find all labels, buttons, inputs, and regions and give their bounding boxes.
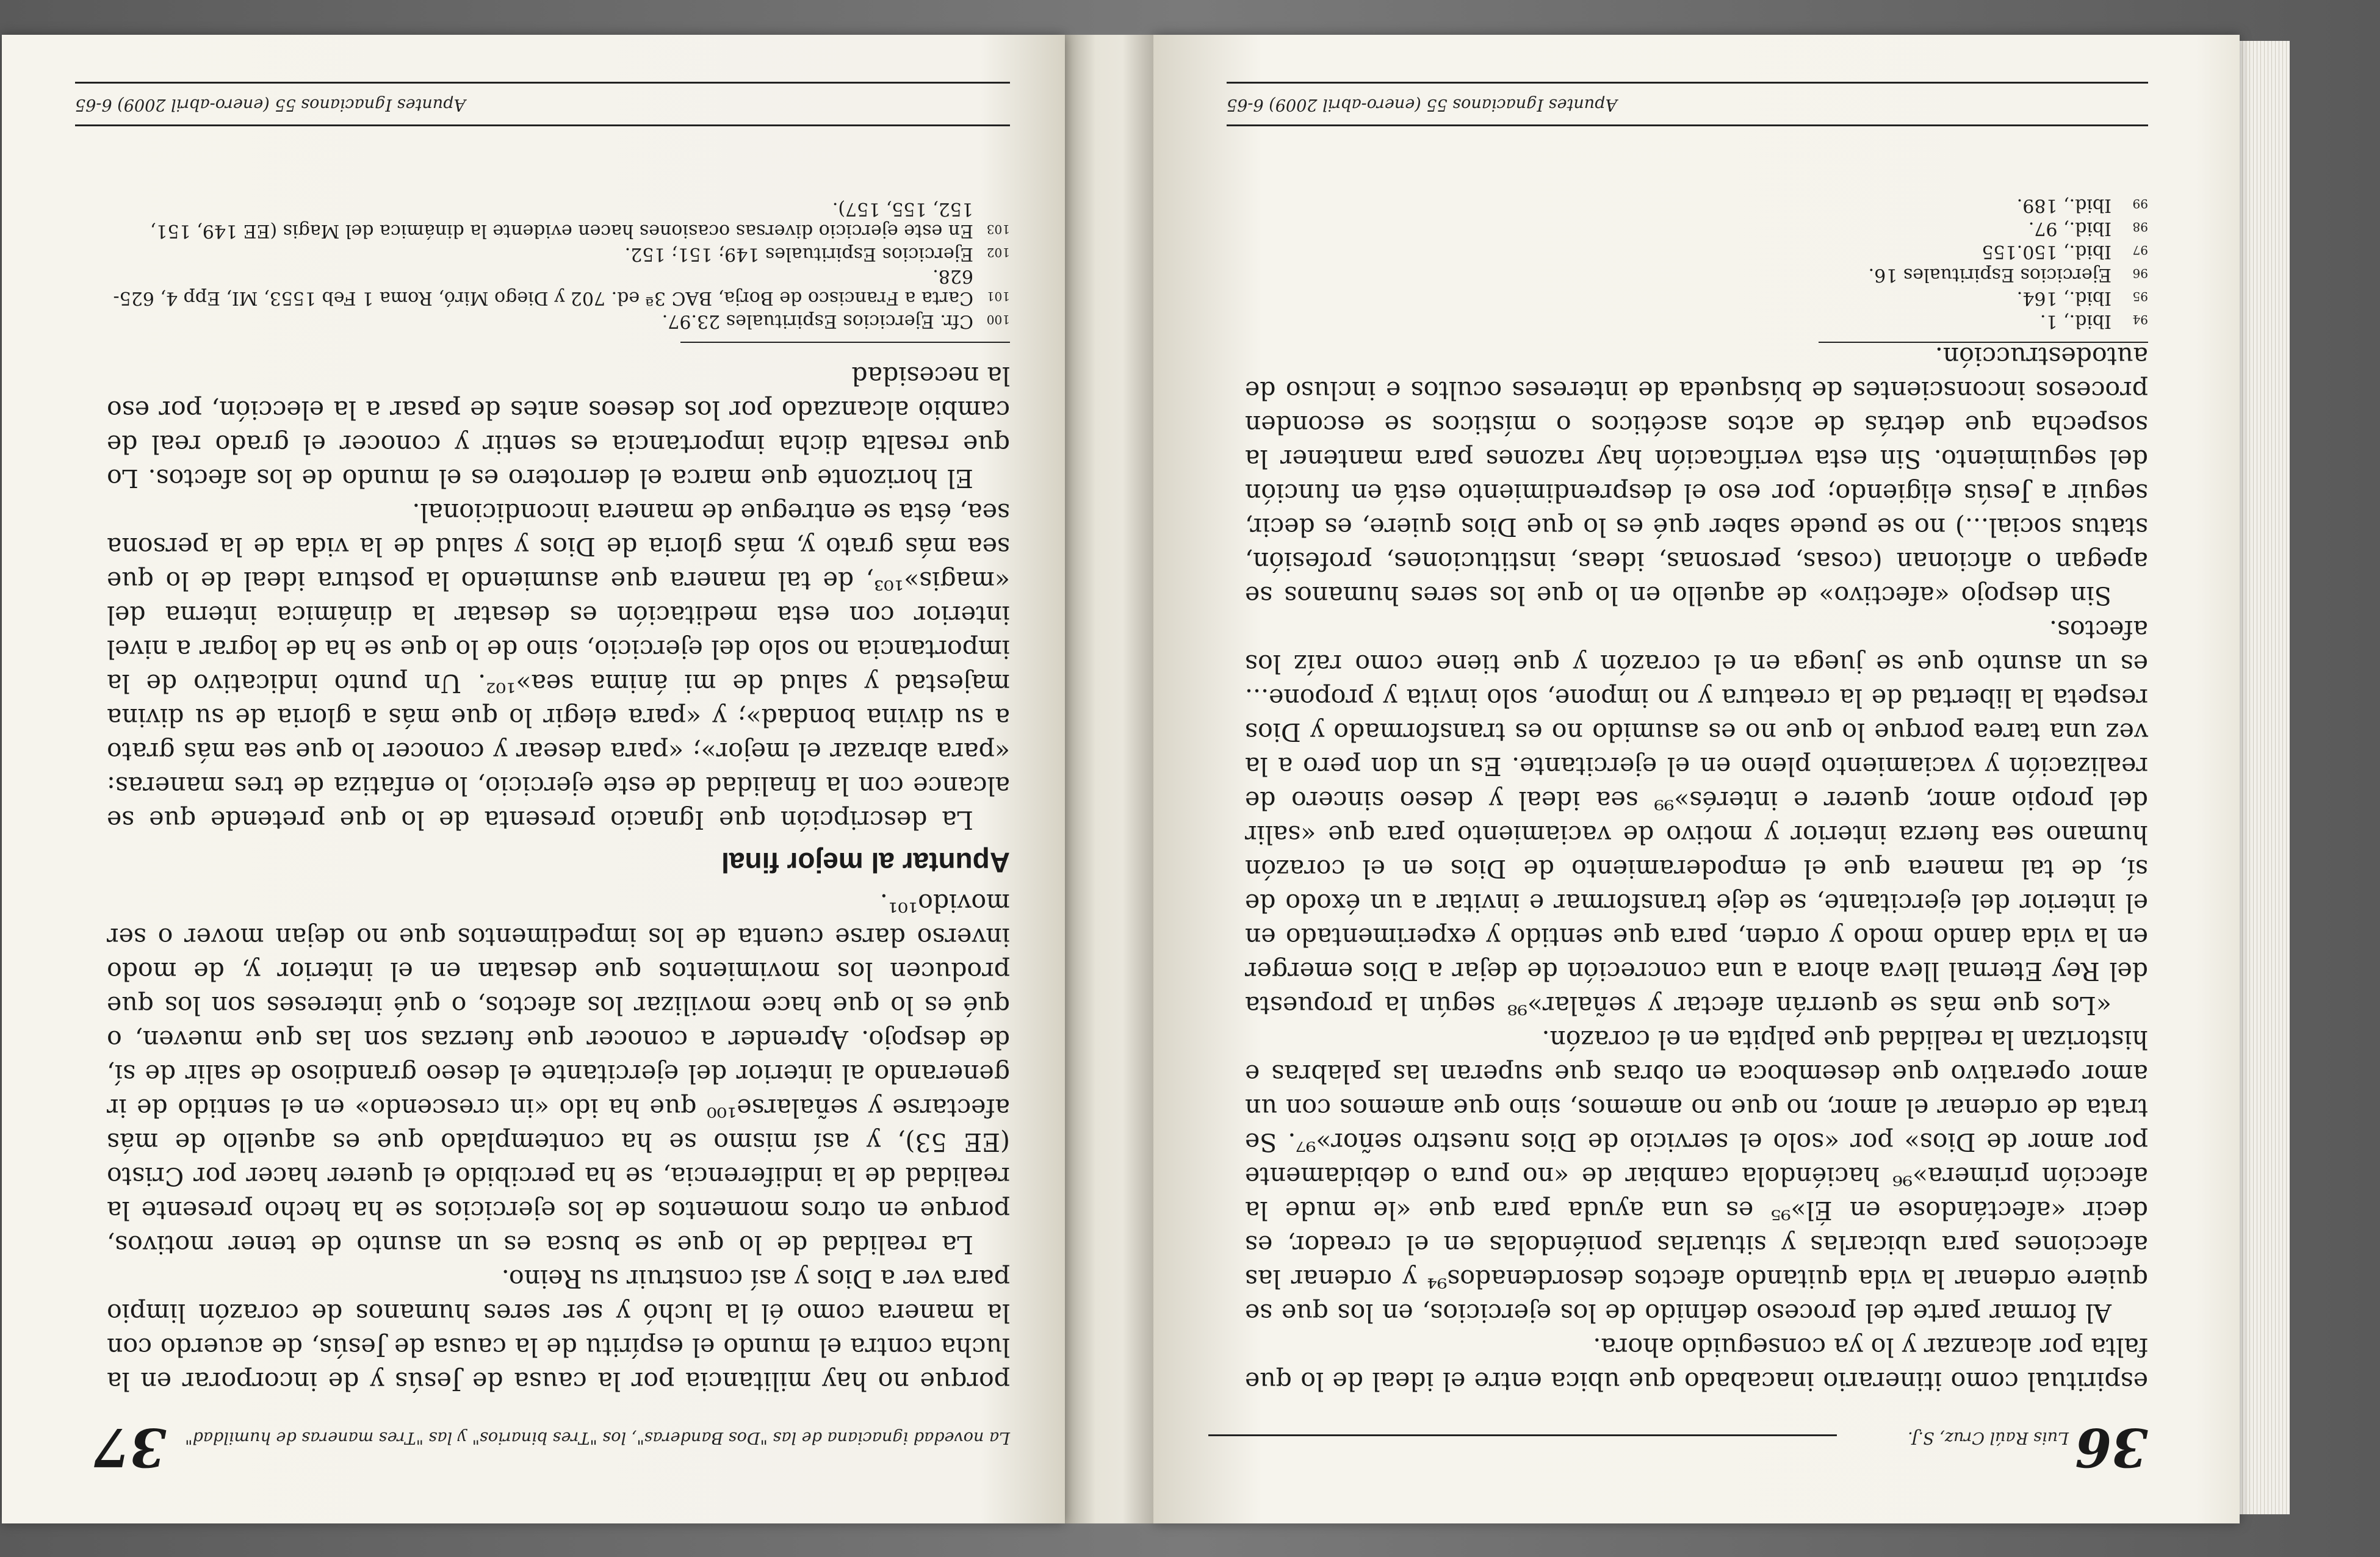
paragraph: El horizonte que marca el derrotero es el mundo de los afectos. Lo que resalta dicha importancia es sentir y conocer el grado real de cambio alcanzado por los deseos antes de pasar a la elección, por eso la necesidad (107, 361, 1010, 493)
footnote: 102 Ejercicios Espirituales 149; 151; 152. (624, 243, 1010, 265)
running-head (93, 1416, 1010, 1478)
running-head (1208, 1416, 2148, 1478)
page-36 (1153, 35, 2240, 1523)
footnote-rule (680, 342, 1010, 343)
footnote-rule (1819, 342, 2148, 343)
footnote: 100 Cfr. Ejercicios Espirituales 23.97. (662, 311, 1010, 332)
paragraph: Al formar parte del proceso definido de los ejercicios, en los que se quiere ordenar la vida quitando afectos desordenados⁹⁴ y ordenar las afecciones para ubicarlas y situarlas poniéndolas en el creador, es decir «afectándose en Él»⁹⁵ es una ayuda para que «le mude la afección primera»⁹⁶ haciéndola cambiar de «no pura o debidamente por amor de Dios» por «solo el servicio de Dios nuestro señor»⁹⁷. Se trata de ordenar el amor, no que no amemos, sino que amemos con un amor operativo que desemboca en obras que superan las palabras e historizan la realidad que palpita en el corazón. (1245, 1025, 2148, 1328)
page-number: 36 (2075, 1416, 2148, 1478)
footnote: 97 Ibid., 150.155 (1982, 241, 2148, 262)
running-head-author: Luis Raúl Cruz, S.J. (1908, 1428, 2069, 1447)
footnote: 101 Carta a Francisco de Borja, BAC 3ª ed. 702 y Diego Miró, Roma 1 Feb 1553, MI, Epp 4, 625-628. (113, 265, 1010, 309)
footer-rule-bottom (1227, 82, 2148, 84)
page-footer (1227, 84, 2148, 126)
book-gutter (1065, 35, 1153, 1523)
footer-rule-bottom (75, 82, 1010, 84)
paragraph: La descripción que Ignacio presenta de lo que pretende que se alcance con la finalidad de este ejercicio, lo enfatiza de tres maneras: «para abrazar el mejor»; «para desear y conocer lo que sea más grato a su divina bondad»; y «para elegir lo que más a gloria de su divina majestad y salud de mi ánima sea»¹⁰². Un punto indicativo de la importancia no solo del ejercicio, sino de lo que se ha de lograr a nivel interior con esta meditación es desatar la dinámica interna del «magis»¹⁰³, de tal manera que asumiendo la postura ideal de lo que sea más grato y, más gloria de Dios y salud de la vida de la persona sea, ésta se entregue de manera incondicional. (107, 498, 1010, 835)
footnote: 96 Ejercicios Espirituales 16. (1868, 264, 2148, 286)
footer-rule-top (1227, 124, 2148, 126)
paragraph: Sin despojo «afectivo» de aquello en lo que los seres humanos se apegan o aficionan (cosas, personas, ideas, instituciones, profesión, status social...) no se puede saber qué es lo que Dios quiere, es decir, seguir a Jesús eligiendo; por eso el desprendimiento está en función del seguimiento. Sin esta verificación hay razones para mantener la sospecha que detrás de actos ascéticos o místicos se esconden procesos inconscientes de búsqueda de intereses ocultos e incluso de autodestrucción. (1245, 342, 2148, 610)
footnote: 94 Ibid., 1. (2039, 311, 2148, 332)
body-text (107, 359, 1010, 1398)
paragraph: espiritual como itinerario inacabado que ubica entre el ideal de lo que falta por alcanzar y lo ya conseguido ahora. (1245, 1332, 2148, 1396)
body-text (1245, 339, 2148, 1398)
footnote: 99 Ibid., 189. (2016, 195, 2148, 216)
page-footer (75, 84, 1010, 126)
section-heading: Apuntar al mejor final (721, 847, 1010, 879)
footnote: 95 Ibid., 164. (2016, 287, 2148, 309)
page-edges (2240, 41, 2290, 1514)
footer-citation: Apuntes Ignacianos 55 (enero-abril 2009) 6-65 (75, 95, 466, 114)
footnote: 98 Ibid., 97. (2028, 218, 2148, 239)
running-head-title: La novedad ignaciana de las "Dos Banderas", los "Tres binarios" y las "Tres maneras de humildad" (185, 1428, 1010, 1447)
footnote: 103 En este ejercicio diversas ocasiones hacen evidente la dinámica del Magis (EE 149, 151, 152, 155, 157). (150, 198, 1010, 242)
footer-rule-top (75, 124, 1010, 126)
page-37 (2, 35, 1065, 1523)
footer-citation: Apuntes Ignacianos 55 (enero-abril 2009) 6-65 (1227, 95, 1617, 114)
footnotes (107, 198, 1010, 343)
paragraph: La realidad de lo que se busca es un asunto de tener motivos, porque en otros momentos de los ejercicios se ha hecho presente la realidad de la indiferencia, se ha percibido el querer hacer por Cristo (EE 53), y así mismo se ha contemplado que es aquello de más afectarse y señalarse¹⁰⁰ que ha ido «in crescendo» en el sentido de ir generando al interior del ejercitante el deseo grandioso de salir de sí, de despojo. Aprender a conocer que fuerzas son las que mueven, o qué es lo que hace movilizar los afectos, o qué intereses son los que producen los movimientos que desatan en el interior y, de modo inverso darse cuenta de los impedimentos que no dejan mover o ser movido¹⁰¹. (107, 888, 1010, 1259)
paragraph: «Los que más se querrán afectar y señalar»⁹⁸ según la propuesta del Rey Eternal lleva ahora a una concreción de dejar a Dios emerger en la vida dando modo y orden, para que sentido y experimentado en el interior del ejercitante, se deje transformar e invitar a un éxodo de sí, de tal manera que el empoderamiento de Dios en el corazón humano sea fuerza interior y motivo de vaciamiento para que «salir del propio amor, querer e interés»⁹⁹ sea ideal y deseo sincero de realización y vaciamiento pleno en el ejercitante. Es un don pero a la vez una tarea porque lo que no es asumido no es transformado y Dios respeta la libertad de la creatura y no impone, solo invita y propone... es un asunto que se juega en el corazón y que tiene como raíz los afectos. (1245, 615, 2148, 1020)
paragraph: porque no hay militancia por la causa de Jesús y de incorporar en la lucha contra el mundo el espíritu de la causa de Jesús, de acuerdo con la manera como él la luchó y ser seres humanos de corazón limpio para ver a Dios y así construir su Reino. (107, 1264, 1010, 1396)
page-number: 37 (93, 1416, 167, 1478)
footnotes (1245, 193, 2148, 343)
head-rule (1208, 1434, 1837, 1436)
